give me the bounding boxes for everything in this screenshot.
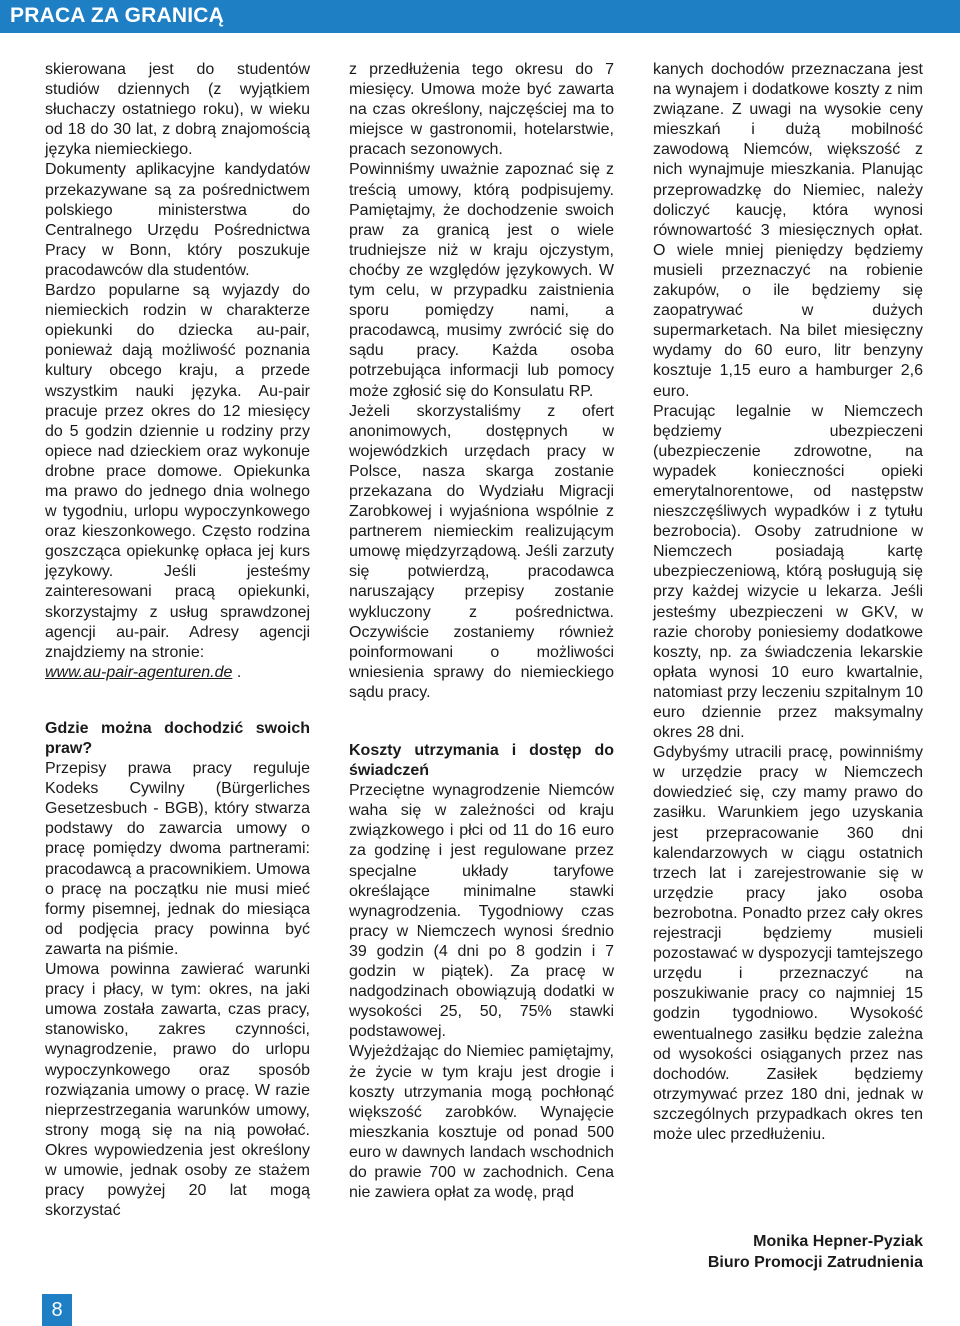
- url-suffix: .: [232, 663, 242, 681]
- header-bar: [0, 0, 960, 33]
- column-1: [45, 60, 310, 1221]
- paragraph: Dokumenty aplikacyjne kandydatów przekazywane są za pośrednictwem polskiego ministerstwa do Centralnego Urzędu Pośrednictwa Pracy w Bonn, który poszukuje pracodawców dla studentów.: [45, 161, 310, 279]
- paragraph: Gdybyśmy utracili pracę, powinniśmy w urzędzie pracy w Niemczech dowiedzieć się, czy mamy prawo do zasiłku. Warunkiem jego uzyskania jest przepracowanie 360 dni kalendarzowych w ciągu ostatnich trzech lat i zarejestrowanie się w urzędzie pracy jako osoba bezrobotna. Ponadto przez cały okres rejestracji będziemy musieli pozostawać w dyspozycji tamtejszego urzędu i przeznaczyć na poszukiwanie pracy co najmniej 15 godzin tygodniowo. Wysokość ewentualnego zasiłku będzie zależna od wysokości osiąganych przez nas dochodów. Zasiłek będziemy otrzymywać przez 180 dni, jednak w szczególnych przypadkach okres ten może ulec przedłużeniu.: [653, 744, 923, 1143]
- paragraph: Umowa powinna zawierać warunki pracy i płacy, w tym: okres, na jaki umowa została zawarta, czas pracy, stanowisko, zakres czynności, wynagrodzenie, prawo do urlopu wypoczynkowego oraz sposób rozwiązania umowy o pracę. W razie nieprzestrzegania warunków umowy, strony mogą się na nią powołać. Okres wypowiedzenia jest określony w umowie, jednak osoby ze stażem pracy powyżej 20 lat mogą skorzystać: [45, 961, 310, 1220]
- paragraph: Przepisy prawa pracy reguluje Kodeks Cywilny (Bürgerliches Gesetzesbuch - BGB), który stwarza podstawy do zawarcia umowy o pracę pomiędzy dwoma partnerami: pracodawcą a pracownikiem. Umowa o pracę na początku nie musi mieć formy pisemnej, jednak do miesiąca od podjęcia pracy powinna być zawarta na piśmie.: [45, 760, 310, 958]
- paragraph: Jeżeli skorzystaliśmy z ofert anonimowych, dostępnych w wojewódzkich urzędach pracy w Polsce, nasza skarga zostanie przekazana do Wydziału Migracji Zarobkowej i wyjaśniona wspólnie z partnerem niemieckim realizującym umowę międzyrządową. Jeśli zarzuty się potwierdzą, pracodawca naruszający przepisy zostanie wykluczony z pośrednictwa. Oczywiście zostaniemy również poinformowani o możliwości wniesienia sprawy do niemieckiego sądu pracy.: [349, 402, 614, 701]
- section-title: PRACA ZA GRANICĄ: [10, 4, 224, 27]
- page-number: 8: [42, 1294, 72, 1326]
- paragraph: skierowana jest do studentów studiów dziennych (z wyjątkiem słuchaczy ostatniego roku), w wieku od 18 do 30 lat, z dobrą znajomością języka niemieckiego.: [45, 61, 310, 159]
- paragraph: Powinniśmy uważnie zapoznać się z treścią umowy, którą podpisujemy. Pamiętajmy, że dochodzenie swoich praw za granicą jest o wiele trudniejsze niż w kraju ojczystym, choćby ze względów językowych. W tym celu, w przypadku zaistnienia sporu pomiędzy nami, a pracodawcą, musimy zwrócić się do sądu pracy. Każda osoba potrzebująca informacji lub pomocy może zgłosić się do Konsulatu RP.: [349, 161, 614, 400]
- paragraph: kanych dochodów przeznaczana jest na wynajem i dodatkowe koszty z nim związane. Z uwagi na wysokie ceny mieszkań i dużą mobilność zawodową Niemców, większość z nich wynajmuje mieszkania. Planując przeprowadzkę do Niemiec, należy doliczyć kaucję, która wynosi równowartość 3 miesięcznych opłat. O wiele mniej pieniędzy będziemy musieli przeznaczyć na robienie zakupów, o ile będziemy się zaopatrywać w dużych supermarketach. Na bilet miesięczny wydamy do 60 euro, litr benzyny kosztuje 1,15 euro a hamburger 2,6 euro.: [653, 61, 923, 400]
- paragraph: Przeciętne wynagrodzenie Niemców waha się w zależności od kraju związkowego i płci od 11 do 16 euro za godzinę i jest regulowane przez specjalne układy taryfowe określające minimalne stawki wynagrodzenia. Tygodniowy czas pracy w Niemczech wynosi średnio 39 godzin (4 dni po 8 godzin i 7 godzin w piątek). Za pracę w nadgodzinach obowiązują dodatki w wysokości 25, 50, 75% stawki podstawowej.: [349, 782, 614, 1041]
- section-heading: Koszty utrzymania i dostęp do świadczeń: [349, 742, 614, 780]
- paragraph: z przedłużenia tego okresu do 7 miesięcy. Umowa może być zawarta na czas określony, najczęściej ma to miejsce w gastronomii, hotelarstwie, pracach sezonowych.: [349, 61, 614, 159]
- column-3: [653, 60, 923, 1145]
- paragraph: Bardzo popularne są wyjazdy do niemieckich rodzin w charakterze opiekunki do dziecka au-pair, ponieważ dają możliwość poznania kultury obcego kraju, a przede wszystkim nauki języka. Au-pair pracuje przez okres do 12 miesięcy do 5 godzin dziennie u rodziny przy opiece nad dzieckiem oraz wykonuje drobne prace domowe. Opiekunka ma prawo do jednego dnia wolnego w tygodniu, urlopu wypoczynkowego oraz kieszonkowego. Często rodzina goszcząca opiekunkę opłaca jej kurs językowy. Jeśli jesteśmy zainteresowani pracą opiekunki, skorzystajmy z usług sprawdzonej agencji au-pair. Adresy agencji znajdziemy na stronie:: [45, 282, 310, 661]
- author-signature: [708, 1231, 923, 1273]
- paragraph: Pracując legalnie w Niemczech będziemy ubezpieczeni (ubezpieczenie zdrowotne, na wypadek konieczności opieki emerytalnorentowe, od następstw nieszczęśliwych wypadków i z tytułu bezrobocia). Osoby zatrudnione w Niemczech posiadają kartę ubezpieczeniową, którą posługują się przy każdej wizycie u lekarza. Jeśli jesteśmy ubezpieczeni w GKV, w razie choroby poniesiemy dodatkowe koszty, np. za świadczenia lekarskie opłata wynosi 10 euro kwartalnie, natomiast przy leczeniu szpitalnym 10 euro dziennie przez maksymalny okres 28 dni.: [653, 402, 923, 742]
- author-organization: Biuro Promocji Zatrudnienia: [707, 1254, 923, 1271]
- column-2: [349, 60, 614, 1203]
- spacer: [349, 703, 614, 741]
- section-heading: Gdzie można dochodzić swoich praw?: [45, 719, 310, 757]
- spacer: [45, 683, 310, 719]
- agency-link[interactable]: www.au-pair-agenturen.de: [45, 663, 233, 681]
- author-name: Monika Hepner-Pyziak: [753, 1233, 923, 1250]
- paragraph: Wyjeżdżając do Niemiec pamiętajmy, że życie w tym kraju jest drogie i koszty utrzymania mogą pochłonąć większość zarobków. Wynajęcie mieszkania kosztuje od ponad 500 euro w dawnych landach wschodnich do prawie 700 w zachodnich. Cena nie zawiera opłat za wodę, prąd: [349, 1043, 614, 1202]
- url-line: [45, 663, 310, 683]
